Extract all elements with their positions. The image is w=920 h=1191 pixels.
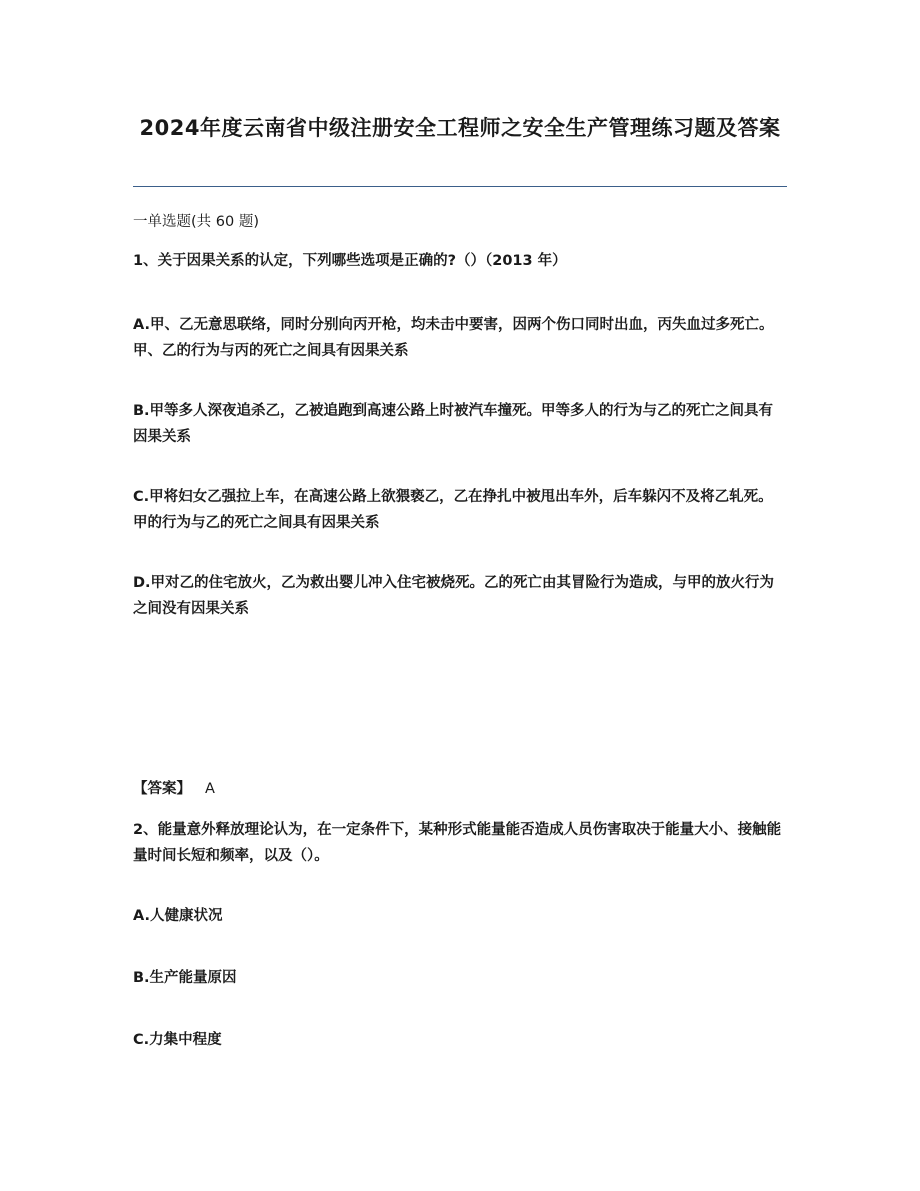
- answer-label: 【答案】: [133, 781, 191, 797]
- question-1-stem: 1、关于因果关系的认定，下列哪些选项是正确的?（）（2013 年）: [133, 253, 567, 269]
- question-2-option-b: B.生产能量原因: [133, 970, 237, 986]
- title-divider: [133, 186, 787, 187]
- question-2-option-c: C.力集中程度: [133, 1032, 222, 1048]
- question-1-option-b: B.甲等多人深夜追杀乙，乙被追跑到高速公路上时被汽车撞死。甲等多人的行为与乙的死亡之间具有因果关系: [133, 403, 774, 445]
- question-1-option-c: C.甲将妇女乙强拉上车，在高速公路上欲猥亵乙，乙在挣扎中被甩出车外，后车躲闪不及将乙轧死。甲的行为与乙的死亡之间具有因果关系: [133, 489, 773, 531]
- page-title: 2024年度云南省中级注册安全工程师之安全生产管理练习题及答案: [139, 116, 781, 140]
- question-2-stem: 2、能量意外释放理论认为，在一定条件下，某种形式能量能否造成人员伤害取决于能量大小、接触能量时间长短和频率，以及（）。: [133, 822, 782, 864]
- answer-value: A: [205, 781, 215, 797]
- question-1-option-a: A.甲、乙无意思联络，同时分别向丙开枪，均未击中要害，因两个伤口同时出血，丙失血过多死亡。甲、乙的行为与丙的死亡之间具有因果关系: [133, 317, 774, 359]
- question-2-option-a: A.人健康状况: [133, 908, 223, 924]
- question-1-option-d: D.甲对乙的住宅放火，乙为救出婴儿冲入住宅被烧死。乙的死亡由其冒险行为造成，与甲的放火行为之间没有因果关系: [133, 575, 775, 617]
- section-label: 一单选题(共 60 题): [133, 214, 259, 230]
- question-1-answer: [133, 776, 215, 802]
